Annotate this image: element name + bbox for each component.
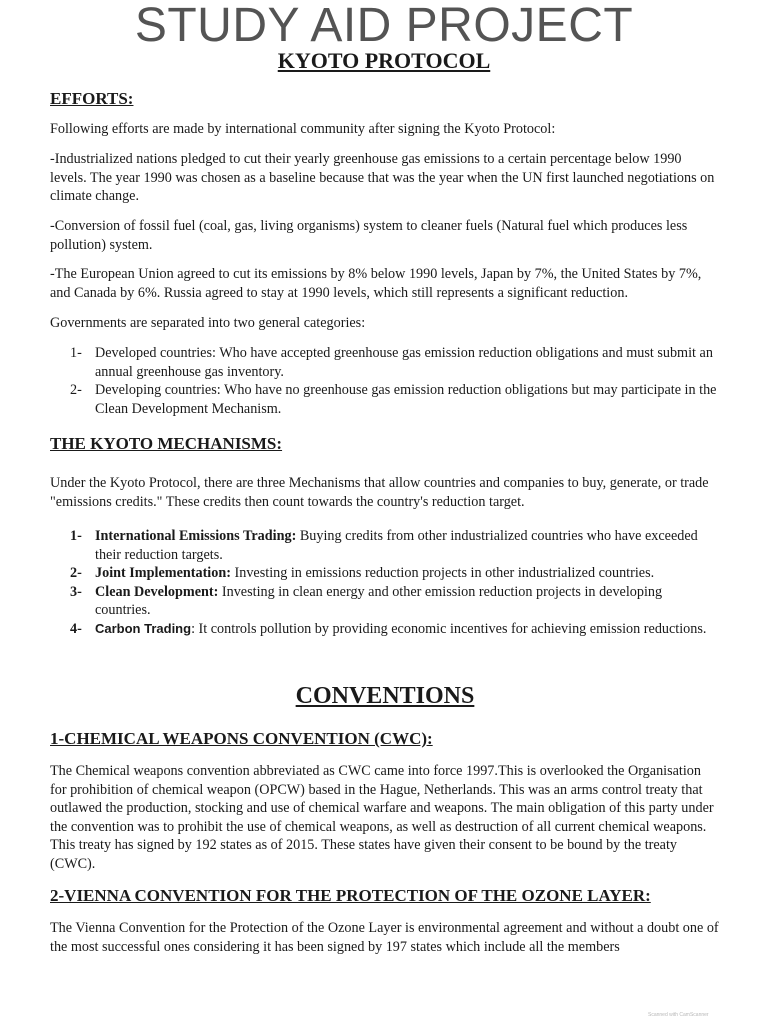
- efforts-intro: Following efforts are made by international community after signing the Kyoto Protocol:: [50, 121, 556, 137]
- list-item: [70, 583, 720, 620]
- cwc-heading: 1-CHEMICAL WEAPONS CONVENTION (CWC):: [50, 729, 433, 748]
- categories-intro: Governments are separated into two general categories:: [50, 315, 366, 331]
- list-item-number: 1-: [70, 528, 82, 544]
- mechanisms-list: [70, 527, 720, 638]
- list-item-text: Developed countries: Who have accepted greenhouse gas emission reduction obligations and must submit an annual greenhouse gas inventory.: [95, 345, 713, 380]
- list-item-term: International Emissions Trading:: [95, 528, 297, 544]
- vienna-paragraph: The Vienna Convention for the Protection of the Ozone Layer is environmental agreement and without a doubt one of the most successful ones considering it has been signed by 197 states which include all the members: [50, 920, 719, 955]
- list-item-term: Joint Implementation:: [95, 565, 231, 581]
- vienna-heading: 2-VIENNA CONVENTION FOR THE PROTECTION OF THE OZONE LAYER:: [50, 886, 651, 905]
- list-item: [70, 620, 720, 639]
- list-item-text: Developing countries: Who have no greenhouse gas emission reduction obligations but may participate in the Clean Development Mechanism.: [95, 382, 717, 417]
- efforts-paragraph-3: -The European Union agreed to cut its emissions by 8% below 1990 levels, Japan by 7%, the United States by 7%, and Canada by 6%. Russia agreed to stay at 1990 levels, which still represents a significant reduction.: [50, 266, 702, 301]
- list-item: [70, 564, 720, 583]
- list-item-number: 4-: [70, 620, 82, 637]
- list-item-number: 3-: [70, 583, 82, 600]
- page-header: STUDY AID PROJECT: [134, 0, 634, 52]
- list-item-number: 2-: [70, 565, 82, 581]
- mechanisms-heading: THE KYOTO MECHANISMS:: [50, 434, 283, 453]
- list-item-term: Clean Development:: [95, 583, 219, 600]
- efforts-heading: EFFORTS:: [50, 89, 134, 108]
- scanner-watermark: Scanned with CamScanner: [648, 1012, 709, 1018]
- list-item-text: Investing in clean energy and other emission reduction projects in developing countries.: [95, 583, 663, 618]
- list-item-text: Investing in emissions reduction projects in other industrialized countries.: [230, 565, 655, 581]
- cwc-paragraph: The Chemical weapons convention abbreviated as CWC came into force 1997.This is overlooked the Organisation for prohibition of chemical weapon (OPCW) based in the Hague, Netherlands. This was an arms control treaty that outlawed the production, stocking and use of chemical warfare and weapons. The main obligation of this party under the convention was to prohibit the use of chemical weapons, as well as destruction of all current chemical weapons. This treaty has signed by 192 states as of 2015. These states have given their consent to be bound by the treaty (CWC).: [50, 763, 714, 872]
- mechanisms-intro: Under the Kyoto Protocol, there are three Mechanisms that allow countries and companies to buy, generate, or trade "emissions credits." These credits then count towards the country's reduction target.: [50, 475, 709, 510]
- categories-list: [70, 344, 720, 418]
- efforts-paragraph-1: -Industrialized nations pledged to cut their yearly greenhouse gas emissions to a certain percentage below 1990 levels. The year 1990 was chosen as a baseline because that was the year when the UN first launched negotiations on climate change.: [50, 151, 715, 204]
- list-item-text: Buying credits from other industrialized countries who have exceeded their reduction targets.: [95, 528, 698, 563]
- efforts-paragraph-2: -Conversion of fossil fuel (coal, gas, living organisms) system to cleaner fuels (Natural fuel which produces less pollution) system.: [50, 218, 688, 253]
- list-item: [70, 344, 720, 381]
- list-item-text: : It controls pollution by providing economic incentives for achieving emission reductions.: [191, 620, 707, 637]
- list-item-term: Carbon Trading: [95, 620, 192, 636]
- list-item-number: 1-: [70, 345, 82, 361]
- list-item-number: 2-: [70, 382, 82, 398]
- list-item: [70, 527, 720, 564]
- conventions-heading: CONVENTIONS: [295, 683, 475, 709]
- list-item: [70, 381, 720, 418]
- document-title: KYOTO PROTOCOL: [277, 48, 491, 73]
